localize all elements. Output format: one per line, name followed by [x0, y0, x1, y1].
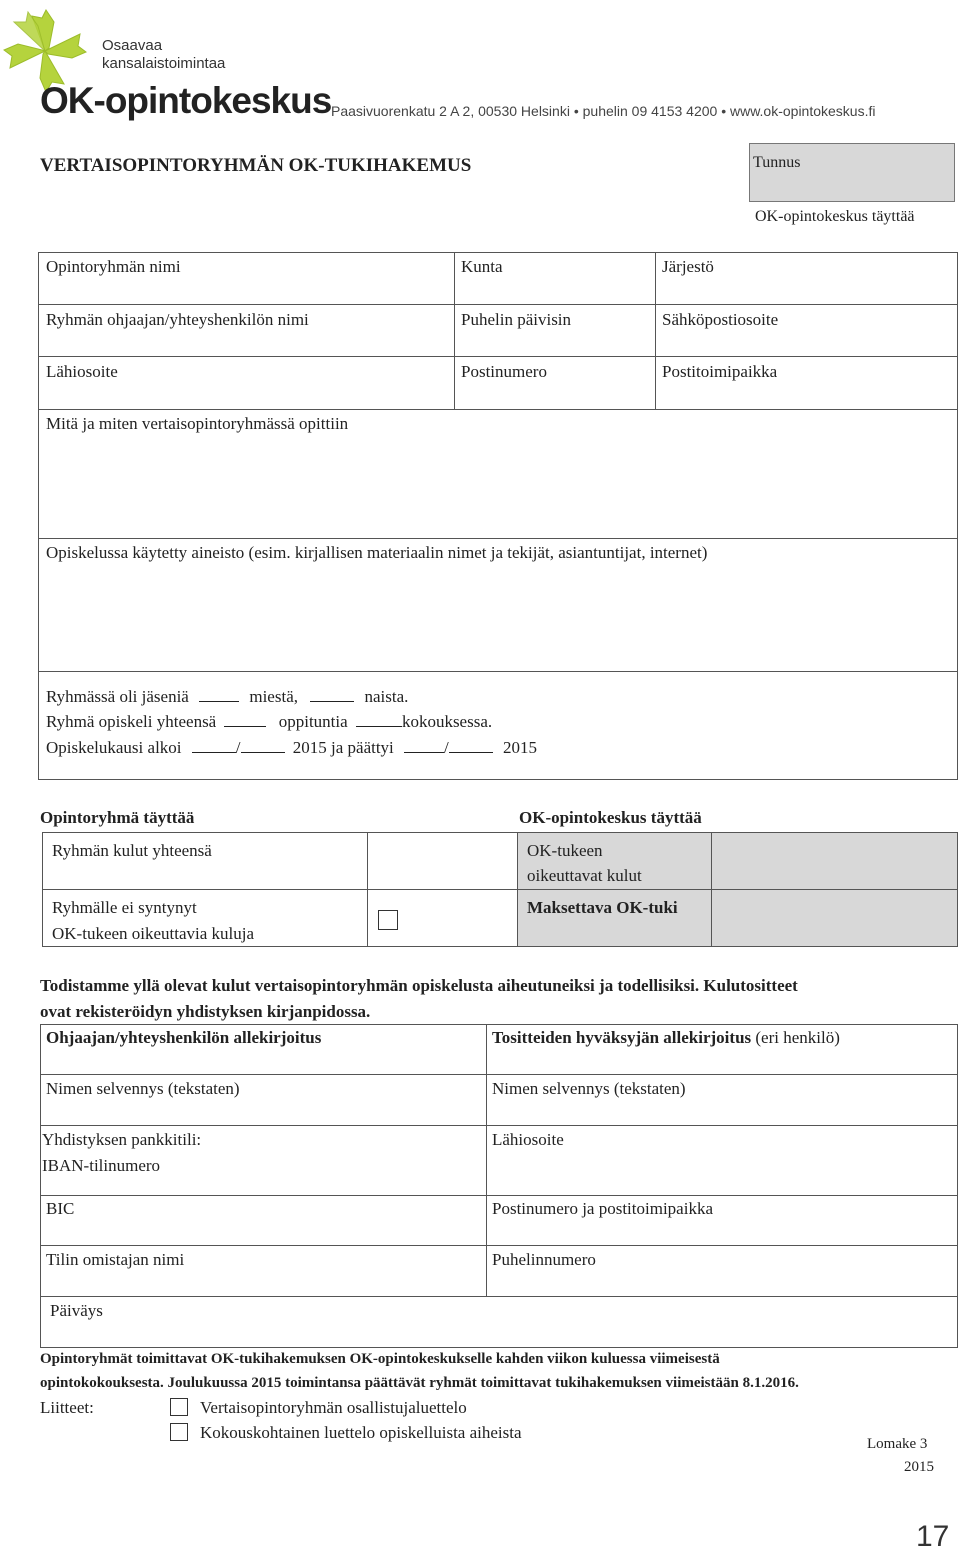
attachment-checkbox-2[interactable]: [170, 1423, 188, 1441]
bank-account-label-1: Yhdistyksen pankkitili:: [42, 1130, 202, 1149]
leader-signature-field[interactable]: Ohjaajan/yhteyshenkilön allekirjoitus: [46, 1028, 322, 1047]
group-name-field[interactable]: Opintoryhmän nimi: [46, 257, 181, 276]
daytime-phone-field[interactable]: Puhelin päivisin: [461, 310, 572, 329]
attachment-label-2: Kokouskohtainen luettelo opiskelluista aiheista: [200, 1423, 522, 1442]
women-count-input[interactable]: [310, 687, 354, 702]
studied-line: [46, 712, 492, 732]
end-label: 2015 ja päättyi: [292, 738, 394, 757]
contact-name-field[interactable]: Ryhmän ohjaajan/yhteyshenkilön nimi: [46, 310, 309, 329]
approver-signature-note: (eri henkilö): [751, 1028, 840, 1047]
meetings-label: kokouksessa.: [401, 712, 493, 731]
end-year: 2015: [503, 738, 538, 757]
bic-field[interactable]: BIC: [46, 1199, 75, 1218]
men-label: miestä,: [249, 687, 298, 706]
materials-field[interactable]: Opiskelussa käytetty aineisto (esim. kirjallisen materiaalin nimet ja tekijät, asiantuntijat, internet): [46, 543, 708, 562]
approver-name-field[interactable]: Nimen selvennys (tekstaten): [492, 1079, 686, 1098]
women-label: naista.: [364, 687, 409, 706]
footer-note-line-2: opintokokouksesta. Joulukuussa 2015 toimintansa päättävät ryhmät toimittavat tukihakemuksen viimeistään 8.1.2016.: [40, 1375, 799, 1391]
leader-name-field[interactable]: Nimen selvennys (tekstaten): [46, 1079, 240, 1098]
tunnus-field[interactable]: [749, 143, 955, 202]
brand-address: Paasivuorenkatu 2 A 2, 00530 Helsinki • puhelin 09 4153 4200 • www.ok-opintokeskus.fi: [331, 103, 876, 119]
left-costs-header: Opintoryhmä täyttää: [40, 808, 195, 827]
date-field[interactable]: Päiväys: [50, 1301, 103, 1320]
municipality-field[interactable]: Kunta: [461, 257, 503, 276]
eligible-costs-label-2: oikeuttavat kulut: [527, 866, 642, 885]
approver-signature-field[interactable]: [492, 1028, 840, 1048]
members-line: [46, 687, 408, 707]
period-label: Opiskelukausi alkoi: [46, 738, 182, 757]
organization-field[interactable]: Järjestö: [662, 257, 714, 276]
members-label: Ryhmässä oli jäseniä: [46, 687, 189, 706]
brand-name: OK-opintokeskus: [40, 80, 332, 121]
learned-field[interactable]: Mitä ja miten vertaisopintoryhmässä opittiin: [46, 414, 349, 433]
no-costs-label-2: OK-tukeen oikeuttavia kuluja: [52, 924, 255, 943]
meetings-input[interactable]: [356, 712, 402, 727]
payable-support-label: Maksettava OK-tuki: [527, 898, 678, 917]
start-month-input[interactable]: [241, 738, 285, 753]
no-costs-checkbox[interactable]: [378, 910, 398, 930]
studied-label: Ryhmä opiskeli yhteensä: [46, 712, 217, 731]
right-costs-header: OK-opintokeskus täyttää: [519, 808, 702, 827]
attachment-label-1: Vertaisopintoryhmän osallistujaluettelo: [200, 1398, 467, 1417]
approver-signature-label: Tositteiden hyväksyjän allekirjoitus: [492, 1028, 752, 1047]
total-costs-label: Ryhmän kulut yhteensä: [52, 841, 212, 860]
footer-note-line-1: Opintoryhmät toimittavat OK-tukihakemuksen OK-opintokeskukselle kahden viikon kuluessa viimeisestä: [40, 1351, 720, 1367]
end-day-input[interactable]: [404, 738, 444, 753]
end-month-input[interactable]: [449, 738, 493, 753]
tunnus-note: OK-opintokeskus täyttää: [755, 208, 915, 225]
brand-tagline-2: kansalaistoimintaa: [102, 55, 226, 72]
men-count-input[interactable]: [199, 687, 239, 702]
form-year: 2015: [904, 1459, 934, 1475]
signatures-table: [40, 1024, 958, 1348]
form-id: Lomake 3: [867, 1436, 928, 1452]
start-separator: /: [235, 738, 241, 757]
account-owner-field[interactable]: Tilin omistajan nimi: [46, 1250, 185, 1269]
eligible-costs-label-1: OK-tukeen: [527, 841, 603, 860]
total-costs-input[interactable]: [368, 833, 516, 888]
no-costs-label-1: Ryhmälle ei syntynyt: [52, 898, 197, 917]
start-day-input[interactable]: [192, 738, 236, 753]
document-title: VERTAISOPINTORYHMÄN OK-TUKIHAKEMUS: [40, 155, 472, 176]
approver-postal-field[interactable]: Postinumero ja postitoimipaikka: [492, 1199, 713, 1218]
certification-line-1: Todistamme yllä olevat kulut vertaisopintoryhmän opiskelusta aiheutuneiksi ja todellisiksi. Kulutositteet: [40, 976, 798, 995]
approver-phone-field[interactable]: Puhelinnumero: [492, 1250, 596, 1269]
attachment-checkbox-1[interactable]: [170, 1398, 188, 1416]
certification-line-2: ovat rekisteröidyn yhdistyksen kirjanpidossa.: [40, 1002, 371, 1021]
brand-tagline-1: Osaavaa: [102, 37, 163, 54]
lessons-label: oppituntia: [278, 712, 348, 731]
end-separator: /: [444, 738, 449, 757]
bank-account-label-2[interactable]: IBAN-tilinumero: [42, 1156, 161, 1175]
approver-address-field[interactable]: Lähiosoite: [492, 1130, 564, 1149]
postal-code-field[interactable]: Postinumero: [461, 362, 547, 381]
attachments-label: Liitteet:: [40, 1398, 94, 1417]
email-field[interactable]: Sähköpostiosoite: [662, 310, 779, 329]
period-line: [46, 738, 537, 758]
tunnus-label: Tunnus: [753, 154, 801, 171]
street-address-field[interactable]: Lähiosoite: [46, 362, 118, 381]
post-office-field[interactable]: Postitoimipaikka: [662, 362, 778, 381]
page-number: 17: [916, 1520, 950, 1553]
lessons-input[interactable]: [224, 712, 266, 727]
